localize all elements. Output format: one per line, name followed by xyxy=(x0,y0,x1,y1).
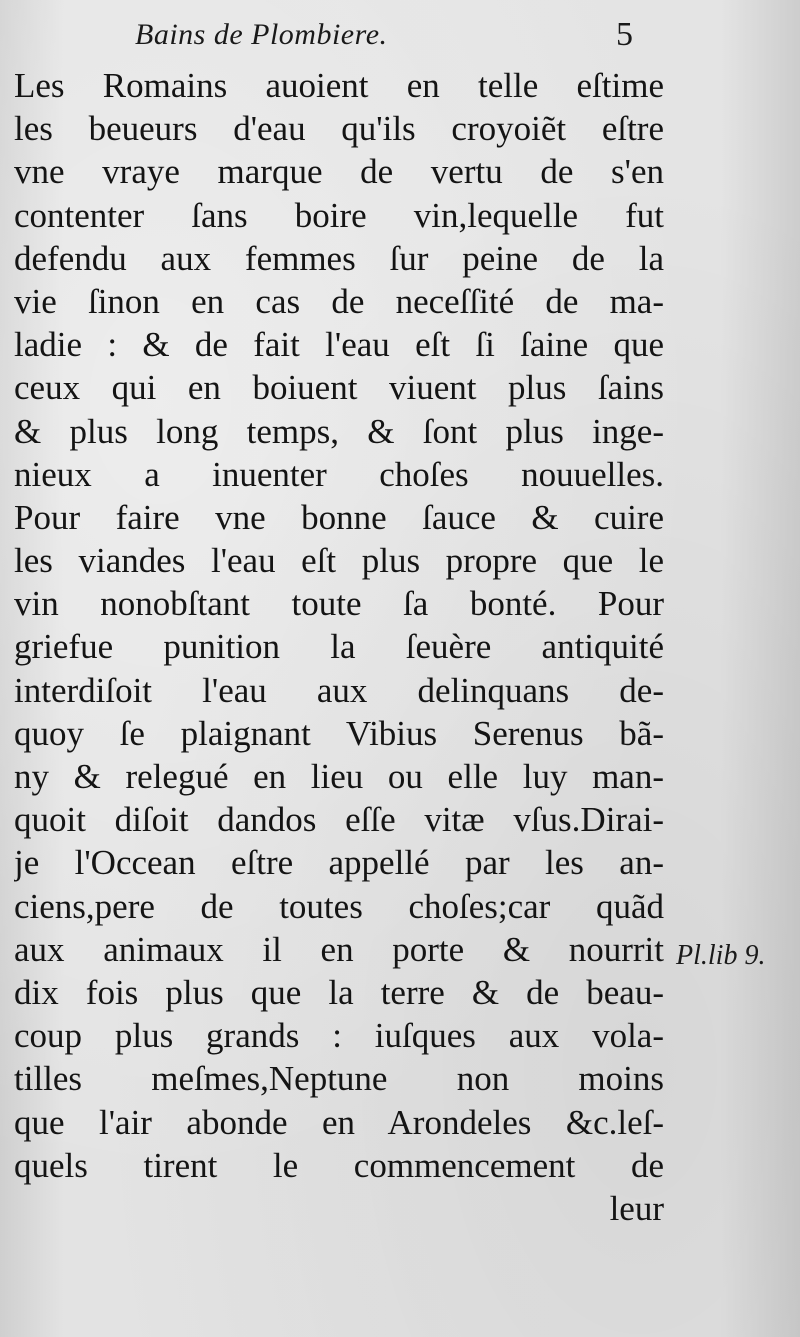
text-line: je l'Occean eſtre appellé par les an- xyxy=(14,843,664,883)
running-head: Bains de Plombiere. xyxy=(135,18,388,51)
text-line: vne vraye marque de vertu de s'en xyxy=(14,152,664,192)
text-line: vie ſinon en cas de neceſſité de ma- xyxy=(14,281,664,321)
page-header xyxy=(0,14,800,64)
text-line: aux animaux il en porte & nourrit xyxy=(14,929,664,969)
text-line: vin nonobſtant toute ſa bonté. Pour xyxy=(14,584,664,624)
text-line: ladie : & de fait l'eau eſt ſi ſaine que xyxy=(14,325,664,365)
text-line: & plus long temps, & ſont plus inge- xyxy=(14,411,664,451)
text-line: ceux qui en boiuent viuent plus ſains xyxy=(14,368,664,408)
text-line: contenter ſans boire vin,lequelle fut xyxy=(14,195,664,235)
text-line: nieux a inuenter choſes nouuelles. xyxy=(14,454,664,494)
text-line: defendu aux femmes ſur peine de la xyxy=(14,238,664,278)
page-number: 5 xyxy=(616,16,633,53)
body-text xyxy=(14,64,664,1230)
text-line: dix fois plus que la terre & de beau- xyxy=(14,972,664,1012)
text-line: quoy ſe plaignant Vibius Serenus bã- xyxy=(14,713,664,753)
text-line: les beueurs d'eau qu'ils croyoiẽt eſtre xyxy=(14,109,664,149)
text-line: griefue punition la ſeuère antiquité xyxy=(14,627,664,667)
catchword: leur xyxy=(609,1188,664,1228)
text-line: Les Romains auoient en telle eſtime xyxy=(14,66,664,105)
text-line: que l'air abonde en Arondeles &c.leſ- xyxy=(14,1102,664,1142)
margin-note: Pl.lib 9. xyxy=(676,940,766,971)
text-line: coup plus grands : iuſques aux vola- xyxy=(14,1016,664,1056)
text-line: les viandes l'eau eſt plus propre que le xyxy=(14,541,664,581)
text-line: ciens,pere de toutes choſes;car quãd xyxy=(14,886,664,926)
text-line: ny & relegué en lieu ou elle luy man- xyxy=(14,757,664,796)
text-line: tilles meſmes,Neptune non moins xyxy=(14,1059,664,1099)
text-line: Pour faire vne bonne ſauce & cuire xyxy=(14,497,664,537)
text-line: interdiſoit l'eau aux delinquans de- xyxy=(14,670,664,710)
text-line: quoit diſoit dandos eſſe vitæ vſus.Dirai- xyxy=(14,800,664,840)
text-line: quels tirent le commencement de xyxy=(14,1145,664,1185)
